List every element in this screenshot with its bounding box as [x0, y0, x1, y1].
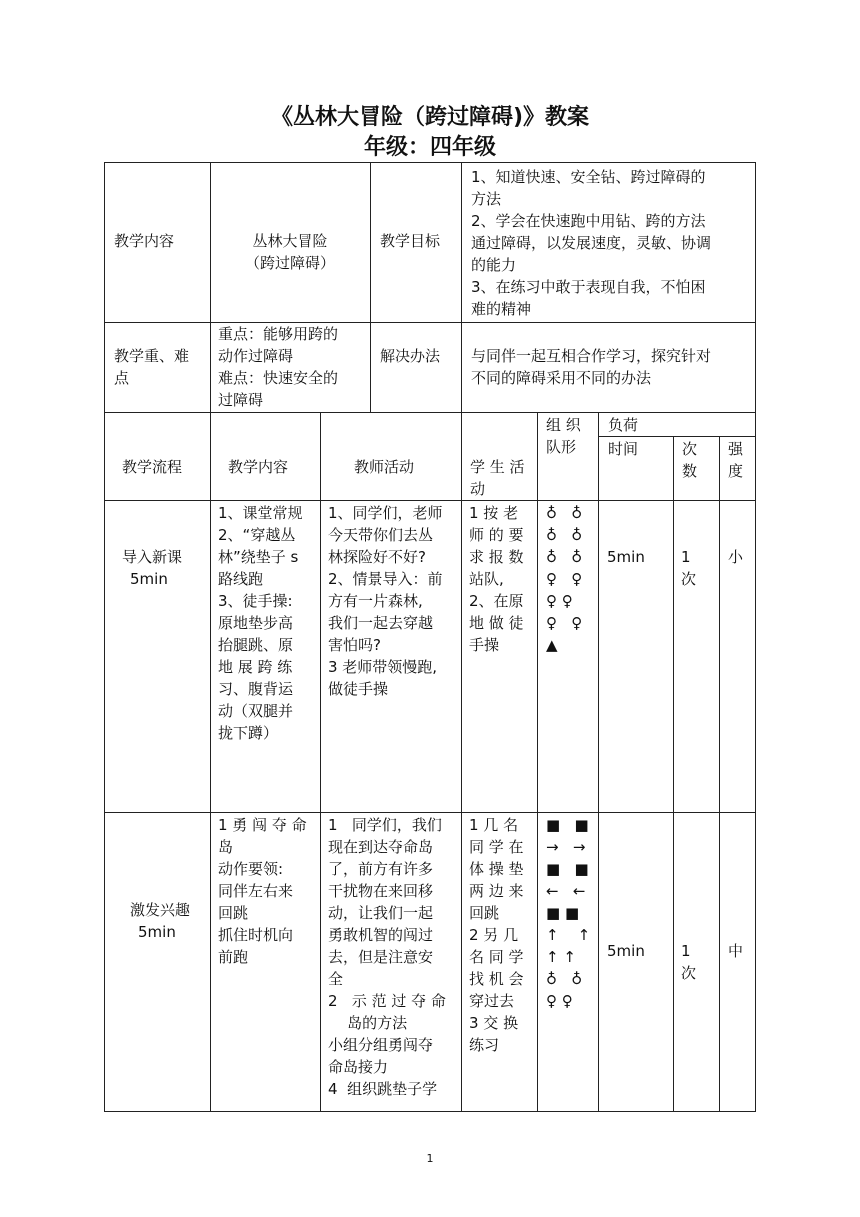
header-teacher: 教师活动 — [354, 458, 415, 476]
section2-name: 激发兴趣 5min — [130, 901, 191, 941]
section1-name: 导入新课 5min — [122, 548, 183, 588]
section1-count: 1 次 — [681, 548, 697, 588]
grade-label: 年级：四年级 — [363, 135, 496, 160]
section1-time: 5min — [607, 548, 645, 566]
header-organization: 组 织 队形 — [546, 416, 581, 456]
section1-content: 1、课堂常规 2、“穿越丛 林”绕垫子 s 路线跑 3、徒手操: 原地垫步高 抬腿跳、原 地 展 跨 练 习、腹背运 动（双腿并 拢下蹲） — [218, 504, 303, 742]
section1-formation: ♁ ♁ ♁ ♁ ♁ ♁ ♀ ♀ ♀ ♀ ♀ ♀ ▲ — [546, 504, 583, 654]
section2-intensity: 中 — [728, 942, 744, 960]
section2-content: 1 勇 闯 夺 命 岛 动作要领: 同伴左右来 回跳 抓住时机向 前跑 — [218, 816, 307, 966]
section1-student: 1 按 老 师 的 要 求 报 数 站队, 2、在原 地 做 徒 手操 — [469, 504, 524, 654]
header-time: 时间 — [608, 440, 639, 458]
section2-count: 1 次 — [681, 942, 697, 982]
teaching-content-label: 教学内容 — [114, 232, 175, 250]
header-times: 次 数 — [682, 440, 698, 480]
key-points: 重点：能够用跨的 动作过障碍 难点：快速安全的 过障碍 — [218, 325, 339, 409]
solution: 与同伴一起互相合作学习，探究针对 不同的障碍采用不同的办法 — [471, 347, 712, 387]
lesson-table — [104, 162, 756, 1112]
header-flow: 教学流程 — [122, 458, 183, 476]
header-content: 教学内容 — [228, 458, 289, 476]
teaching-content: 丛林大冒险 （跨过障碍） — [244, 232, 335, 272]
section2-student: 1 几 名 同 学 在 体 操 垫 两 边 来 回跳 2 另 几 名 同 学 找 机 会 穿过去 3 交 换 练习 — [469, 816, 524, 1054]
header-load: 负荷 — [608, 416, 639, 434]
header-intensity: 强 度 — [728, 440, 744, 480]
section2-formation: ■ ■ → → ■ ■ ← ← ■ ■ ↑ ↑ ↑ ↑ ♁ ♁ ♀ ♀ — [546, 816, 591, 1010]
teaching-goals: 1、知道快速、安全钻、跨过障碍的 方法 2、学会在快速跑中用钻、跨的方法 通过障碍，以发展速度，灵敏、协调 的能力 3、在练习中敢于表现自我，不怕困 难的精神 — [471, 168, 712, 318]
key-points-label: 教学重、难 点 — [114, 347, 190, 387]
section1-teacher: 1、同学们，老师 今天带你们去丛 林探险好不好? 2、情景导入：前 方有一片森林, 我们一起去穿越 害怕吗? 3 老师带领慢跑, 做徒手操 — [328, 504, 443, 698]
section2-teacher: 1 同学们，我们 现在到达夺命岛 了，前方有许多 干扰物在来回移 动，让我们一起 勇敢机智的闯过 去，但是注意安 全 2 示 范 过 夺 命 岛的方法 小组分组勇闯夺 命岛接力 4 组织跳垫子学 — [328, 816, 446, 1098]
page-number: 1 — [426, 1152, 434, 1165]
section2-time: 5min — [607, 942, 645, 960]
solution-label: 解决办法 — [380, 347, 441, 365]
section1-intensity: 小 — [728, 548, 744, 566]
header-student: 学 生 活 动 — [470, 458, 525, 498]
document-title: 《丛林大冒险（跨过障碍)》教案 — [270, 105, 590, 130]
teaching-goal-label: 教学目标 — [380, 232, 441, 250]
